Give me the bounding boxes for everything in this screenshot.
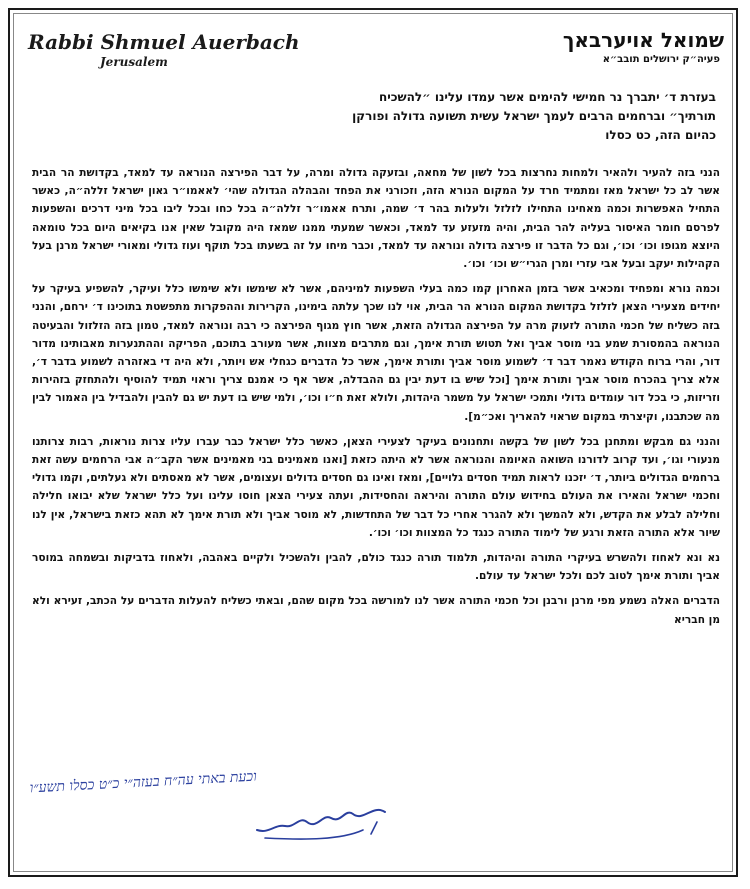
letterhead-name-he: שמואל אויערבאך	[562, 28, 724, 52]
body-paragraph: וכמה נורא ומפחיד ומכאיב אשר בזמן האחרון קמו כמה בעלי השפעות למיניהם, אשר לא שימשו ולא שימשו כלל ועיקר, להשפיע בעיקר על יחידים מצעירי הצאן לזלזל בקדושת המקום הנורא הר הבית, אוי לנו שכך עלתה בימינו, הקרירות וההפקרות מתפשטת בתוכינו ד׳ ירחם, והנני בזה כשליח של חכמי התורה לזעוק מרה על הפירצה הגדולה הזאת, אשר חוץ מגוף הפירצה כי רבה ונוראה למאד, טמון בזה הזלזול והבעיטה הנוראה בהמסורת שמע בני מוסר אביך ואל תטוש תורת אימך, וגם מתרבים מצוות, אשר מעורב בתוכם, הפריקה וההתנערות מאבותינו מדור דור, והרי ברוח הקודש נאמר דבר ד׳ לשמוע מוסר אביך ותורת אימך, אשר כל הדברים כגחלי אש ויותר, ולא היה די באזהרה לשמוע בדבר ד׳, אלא צריך בהכרח מוסר אביך ותורת אימך [וכל שיש בו דעת יבין גם ההבדלה, אשר אף כי אמנם צריך וראוי תמיד להוסיף ולהתחזק בזהירות וזריזות, כי בכל דור עומדים גדולי ותמכי ישראל על משמר היהדות, ולולא זאת ח״ו וכו׳, ולמי שיש בו דעת יש גם להבין ולהבדיל בין האמור לבין מה שכתבנו, וקיצרתי במקום שראוי להאריך ואכ״מ].	[32, 283, 720, 423]
opening-line: תורתיך״ וברחמים הרבים לעמך ישראל עשית תשועה גדולה ופורקן	[352, 109, 716, 123]
opening-line: כהיום הזה, כט כסלו	[605, 128, 716, 142]
letterhead-city-he: פעיה״ק ירושלים תובב״א	[602, 54, 720, 65]
body-paragraph: הדברים האלה נשמע מפי מרנן ורבנן וכל חכמי התורה אשר לנו למורשה בכל מקום שהם, ובאתי כשליח להעלות הדברים על הכתב, זעירא ולא מן חבריא	[32, 595, 720, 626]
handwritten-signature	[245, 800, 395, 845]
letterhead-city-en: Jerusalem	[100, 55, 168, 69]
handwritten-dedication: וכעת באתי עה״ח בעזה״י כ״ט כסלו תשע״ו	[29, 768, 258, 797]
letterhead-hebrew	[464, 28, 724, 65]
letter-body	[32, 164, 720, 636]
letterhead-name-en: Rabbi Shmuel Auerbach	[28, 30, 300, 54]
letterhead-english	[28, 30, 300, 70]
body-paragraph: נא ונא לאחוז ולהשרש בעיקרי התורה והיהדות, תלמוד תורה כנגד כולם, להבין ולהשכיל ולקיים באהבה, ולאחוז בדביקות ובשמחה במוסר אביך ותורת אימך לטוב לכם ולכל ישראל עד עולם.	[32, 552, 720, 583]
opening-line: בעזרת ד׳ יתברך נר חמישי להימים אשר עמדו עלינו ״להשכיח	[378, 90, 716, 104]
opening-blessing	[156, 88, 716, 145]
signature-area	[30, 770, 430, 850]
body-paragraph: והנני גם מבקש ומתחנן בכל לשון של בקשה ותחנונים בעיקר לצעירי הצאן, כאשר כלל ישראל כבר עברו עליו צרות נוראות, רבות צרותנו מנעורי וגו׳, ועד קרוב לדורנו השואה האיומה והנוראה אשר לא היתה כזאת [ואנו מאמינים בני מאמינים אשר הקב״ה אבי הרחמים עשה זאת ברחמים הגדולים ביותר, ד׳ יזכנו לראות תמיד חסדים גלויים], ומאז ואינו גם חסדים גדולים ועצומים, אשר לא מאסתים ולא געלתים, וקמו גדולי וחכמי ישראל והאירו את העולם בחידוש עולם התורה והיראה והחסידות, ועתה צעירי הצאן חוסו עלינו ועל כלל ישראל שלא יבואו חלילה וחלילה לבלע את הקדש, ולא להמשך ולא להגרר אחרי כל דבר של התחדשות, לא מוסר אביך ולא תורת אימך לא תהא כזאת בישראל, אין לנו שיור אלא התורה הזאת ורגע של לימוד התורה כנגד כל המצוות וכו׳ וכו׳.	[32, 435, 720, 539]
body-paragraph: הנני בזה להעיר ולהאיר ולמחות נחרצות בכל לשון של מחאה, ובזעקה גדולה ומרה, על דבר הפירצה הנוראה עד למאד, בקדושת הר הבית אשר לב כל ישראל מאז ומתמיד חרד על המקום הנורא הזה, וזכורני את הפחד והבהלה הגדולה שהי׳ לאאמו״ר גאון ישראל זללה״ה, כאשר התחיל האפשרות וכמה מאחינו התחילו לזלזל ולעלות בהר ד׳ שמה, ותרח אאמו״ר זללה״ה בכל כחו ובכל ליבו בכל מיני דרכים והשפעות לפרסם חומר האיסור בעליה להר הבית, והיה מזעזע עד למאד, וכאשר שמעתי ממנו שמאז היה מקובל שאין אנו בקיאים היום בכל טומאה היוצא מגופו וכו׳ וכו׳, וגם כל הדבר זו פירצה גדולה ונוראה עד למאד, וכבר מיחו על זה בשעתו בכל תוקף ועוז גדולי ומאורי ישראל מרנן בעל הקהילות יעקב ובעל אבי עזרי ומרן הגרי״ש וכו׳ וכו׳.	[32, 167, 720, 271]
